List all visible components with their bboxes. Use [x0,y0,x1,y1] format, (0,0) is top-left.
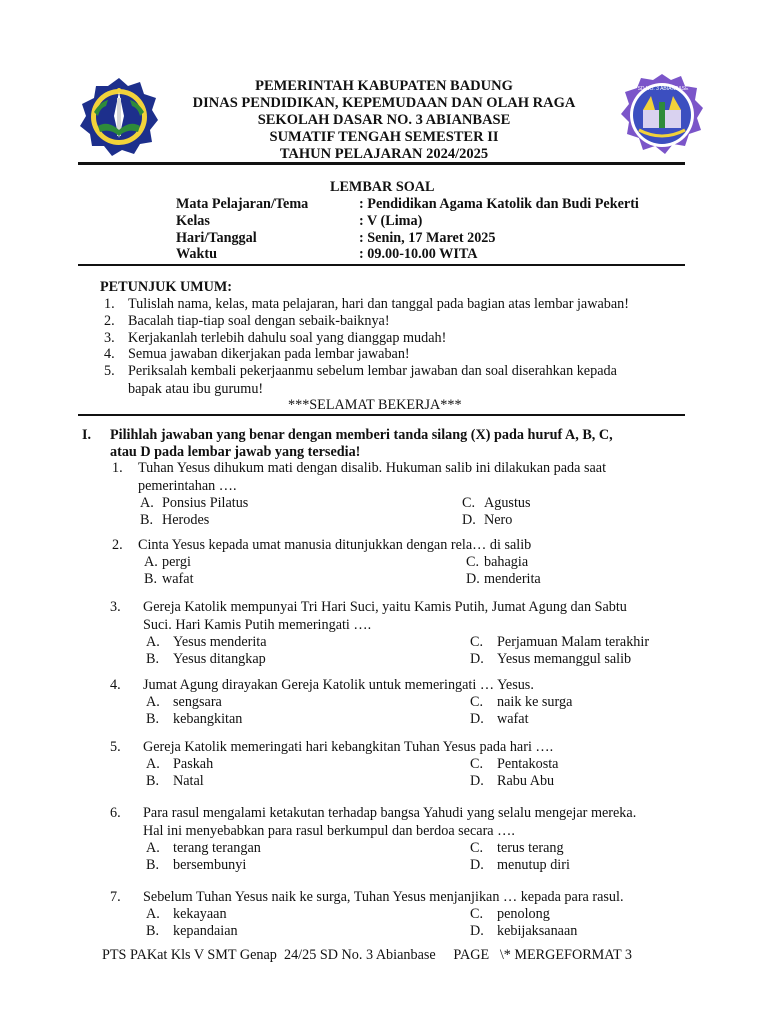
instruction-text: Bacalah tiap-tiap soal dengan sebaik-baiknya! [128,313,390,329]
question-text: Jumat Agung dirayakan Gereja Katolik untuk memeringati … Yesus. [143,677,534,693]
sheet-title: LEMBAR SOAL [330,179,435,195]
question-text-cont: pemerintahan …. [138,478,237,494]
school-logo-text: SD NO. 3 ABIANBASE [637,86,689,92]
question-number: 3. [110,599,121,615]
option-text: Nero [484,512,513,528]
option-text: bahagia [484,554,529,570]
option-text: Yesus menderita [173,634,267,650]
option-letter: B. [146,711,160,727]
option-letter: B. [146,857,160,873]
option-letter: B. [146,923,160,939]
option-text: Agustus [484,495,531,511]
instruction-num: 4. [104,346,115,362]
question-text: Sebelum Tuhan Yesus naik ke surga, Tuhan Yesus menjanjikan … kepada para rasul. [143,889,624,905]
option-text: Natal [173,773,204,789]
option-text: wafat [162,571,194,587]
question-number: 7. [110,889,121,905]
option-letter: B. [144,571,158,587]
question-text: Tuhan Yesus dihukum mati dengan disalib. Hukuman salib ini dilakukan pada saat [138,460,607,476]
question-text: Gereja Katolik memeringati hari kebangkitan Tuhan Yesus pada hari …. [143,739,554,755]
instruction-num: 5. [104,363,115,379]
option-letter: A. [146,694,160,710]
option-text: Yesus ditangkap [173,651,266,667]
header-line-5: TAHUN PELAJARAN 2024/2025 [279,146,489,162]
option-text: penolong [497,906,550,922]
header-divider [78,162,685,165]
option-letter: B. [146,651,160,667]
instructions-divider [78,414,685,416]
question-number: 2. [112,537,123,553]
option-text: bersembunyi [173,857,247,873]
instruction-text: Semua jawaban dikerjakan pada lembar jawaban! [128,346,410,362]
option-letter: A. [146,840,160,856]
info-value-date: : Senin, 17 Maret 2025 [359,230,496,246]
section-number: I. [82,427,92,443]
section-instruction-line1: Pilihlah jawaban yang benar dengan memberi tanda silang (X) pada huruf A, B, C, [110,427,613,443]
info-value-subject: : Pendidikan Agama Katolik dan Budi Pekerti [359,196,639,212]
option-letter: A. [146,756,160,772]
option-text: menderita [484,571,541,587]
info-value-class: : V (Lima) [359,213,423,229]
info-label-class: Kelas [176,213,210,229]
option-letter: D. [470,773,484,789]
option-text: kepandaian [173,923,238,939]
instruction-text-cont: bapak atau ibu gurumu! [128,381,264,397]
section-instruction-line2: atau D pada lembar jawab yang tersedia! [110,444,361,460]
header-line-2: DINAS PENDIDIKAN, KEPEMUDAAN DAN OLAH RAGA [192,95,576,111]
question-number: 1. [112,460,123,476]
option-letter: B. [146,773,160,789]
question-text: Cinta Yesus kepada umat manusia ditunjukkan dengan rela… di salib [138,537,532,553]
option-letter: C. [470,694,484,710]
instructions-title: PETUNJUK UMUM: [100,279,233,295]
info-label-date: Hari/Tanggal [176,230,257,246]
header-line-3: SEKOLAH DASAR NO. 3 ABIANBASE [257,112,511,128]
option-letter: C. [470,634,484,650]
option-letter: D. [466,571,480,587]
option-text: kebijaksanaan [497,923,578,939]
question-text-cont: Hal ini menyebabkan para rasul berkumpul dan berdoa secara …. [143,823,515,839]
question-text: Para rasul mengalami ketakutan terhadap bangsa Yahudi yang selalu mengejar mereka. [143,805,637,821]
info-value-time: : 09.00-10.00 WITA [359,246,478,262]
instruction-text: Periksalah kembali pekerjaanmu sebelum lembar jawaban dan soal diserahkan kepada [128,363,617,379]
option-text: Pentakosta [497,756,559,772]
option-text: Rabu Abu [497,773,555,789]
option-letter: A. [144,554,158,570]
option-letter: C. [466,554,480,570]
option-letter: A. [146,906,160,922]
option-text: naik ke surga [497,694,573,710]
option-letter: D. [470,857,484,873]
option-letter: D. [470,923,484,939]
option-text: wafat [497,711,529,727]
option-text: menutup diri [497,857,570,873]
option-letter: A. [146,634,160,650]
option-text: pergi [162,554,191,570]
option-text: Herodes [162,512,210,528]
header-line-4: SUMATIF TENGAH SEMESTER II [269,129,499,145]
instruction-text: Kerjakanlah terlebih dahulu soal yang dianggap mudah! [128,330,447,346]
option-letter: B. [140,512,154,528]
instruction-text: Tulislah nama, kelas, mata pelajaran, hari dan tanggal pada bagian atas lembar jawaban! [128,296,629,312]
option-letter: C. [462,495,476,511]
instruction-num: 2. [104,313,115,329]
option-text: sengsara [173,694,222,710]
option-text: terus terang [497,840,564,856]
header-line-1: PEMERINTAH KABUPATEN BADUNG [255,78,513,94]
closing-text: ***SELAMAT BEKERJA*** [288,397,462,413]
option-text: kebangkitan [173,711,243,727]
instruction-num: 1. [104,296,115,312]
question-text: Gereja Katolik mempunyai Tri Hari Suci, yaitu Kamis Putih, Jumat Agung dan Sabtu [143,599,627,615]
question-text-cont: Suci. Hari Kamis Putih memeringati …. [143,617,372,633]
option-text: Yesus memanggul salib [497,651,632,667]
option-letter: D. [470,711,484,727]
option-letter: C. [470,756,484,772]
option-letter: C. [470,840,484,856]
info-label-time: Waktu [176,246,218,262]
info-label-subject: Mata Pelajaran/Tema [176,196,309,212]
option-letter: C. [470,906,484,922]
option-text: kekayaan [173,906,227,922]
option-text: terang terangan [173,840,261,856]
option-text: Paskah [173,756,214,772]
info-divider [78,264,685,266]
option-letter: D. [470,651,484,667]
instruction-num: 3. [104,330,115,346]
question-number: 4. [110,677,121,693]
question-number: 6. [110,805,121,821]
option-letter: A. [140,495,154,511]
option-letter: D. [462,512,476,528]
page-footer: PTS PAKat Kls V SMT Genap 24/25 SD No. 3 Abianbase PAGE \* MERGEFORMAT 3 [102,947,632,963]
question-number: 5. [110,739,121,755]
option-text: Perjamuan Malam terakhir [497,634,650,650]
option-text: Ponsius Pilatus [162,495,249,511]
